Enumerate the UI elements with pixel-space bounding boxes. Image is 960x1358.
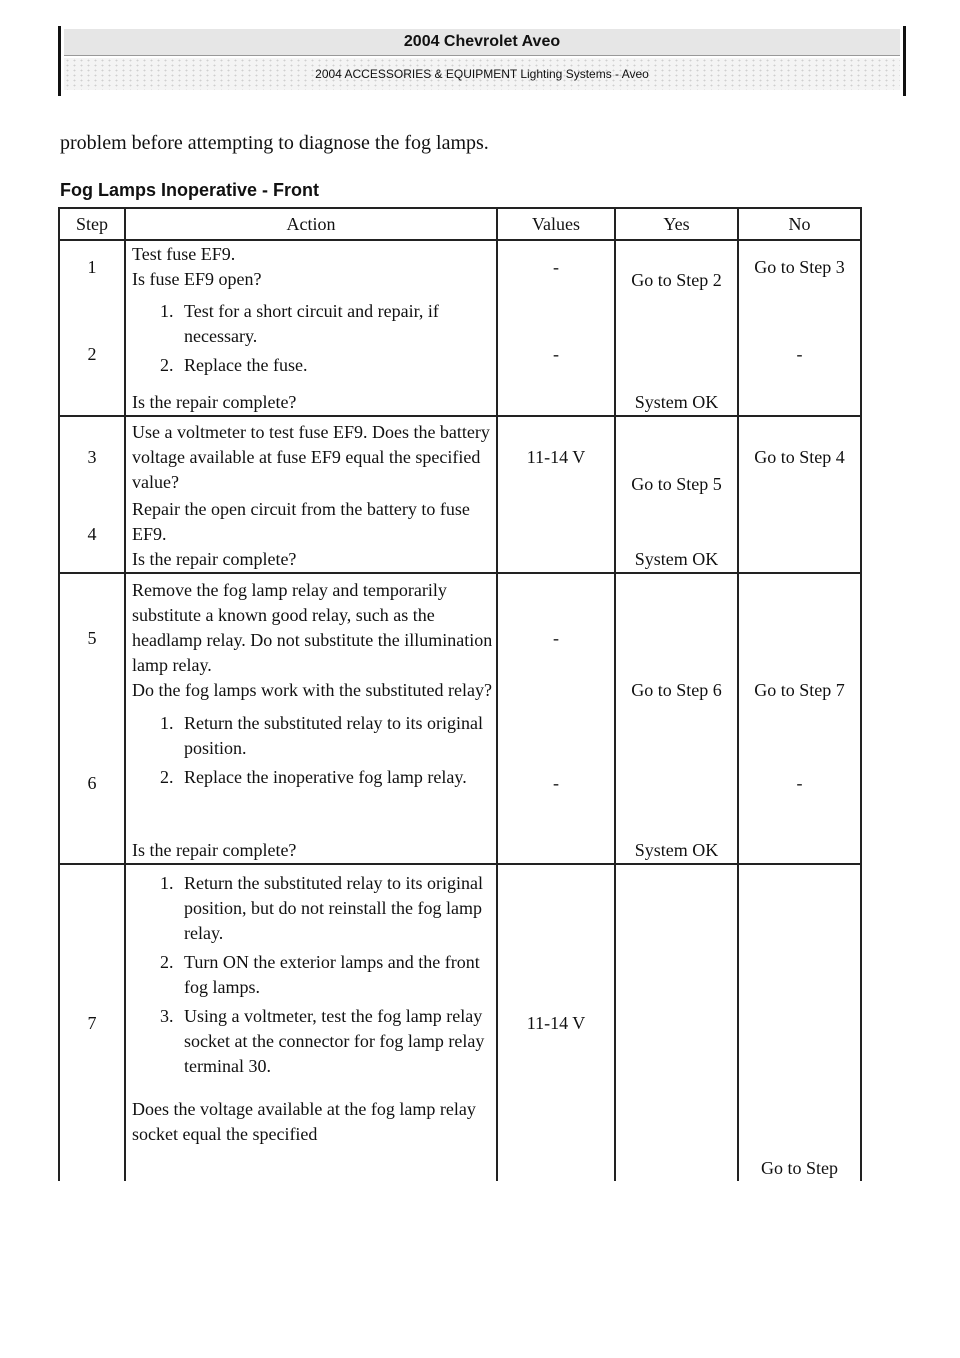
diagnostic-table — [58, 207, 862, 1181]
yes-cell: Go to Step 5 — [615, 416, 738, 497]
table-row — [59, 573, 861, 703]
yes-cell — [615, 864, 738, 1181]
action-step-item: 1. Test for a short circuit and repair, if necessary. — [178, 299, 496, 349]
table-header-row — [59, 208, 861, 240]
col-no-header: No — [738, 208, 861, 240]
action-question: Is the repair complete? — [132, 392, 297, 412]
col-action-header: Action — [125, 208, 497, 240]
action-question: Do the fog lamps work with the substituted relay? — [132, 680, 492, 700]
table-row — [59, 703, 861, 864]
values-cell: 11-14 V — [497, 864, 615, 1181]
no-cell: - — [738, 703, 861, 864]
values-cell — [497, 497, 615, 573]
step-number: 2 — [59, 293, 125, 416]
no-cell: Go to Step 4 — [738, 416, 861, 497]
action-cell: Use a voltmeter to test fuse EF9. Does the battery voltage available at fuse EF9 equal the specified value? — [125, 416, 497, 497]
header-subtitle: 2004 ACCESSORIES & EQUIPMENT Lighting Systems - Aveo — [64, 58, 900, 90]
action-cell — [125, 497, 497, 573]
yes-cell: System OK — [615, 497, 738, 573]
step-number: 3 — [59, 416, 125, 497]
col-yes-header: Yes — [615, 208, 738, 240]
header-title: 2004 Chevrolet Aveo — [64, 29, 900, 56]
action-question: Is the repair complete? — [132, 840, 297, 860]
values-cell: - — [497, 240, 615, 293]
yes-cell: System OK — [615, 293, 738, 416]
no-cell: Go to Step — [738, 864, 861, 1181]
table-row — [59, 416, 861, 497]
action-line: Is fuse EF9 open? — [132, 269, 262, 289]
action-question: Does the voltage available at the fog lamp relay socket equal the specified — [132, 1099, 476, 1144]
col-step-header: Step — [59, 208, 125, 240]
table-row — [59, 497, 861, 573]
intro-text: problem before attempting to diagnose the fog lamps. — [60, 132, 489, 154]
action-cell — [125, 703, 497, 864]
yes-cell: Go to Step 2 — [615, 240, 738, 293]
step-number: 6 — [59, 703, 125, 864]
values-cell: - — [497, 293, 615, 416]
step-number: 5 — [59, 573, 125, 703]
no-cell: Go to Step 3 — [738, 240, 861, 293]
action-cell — [125, 573, 497, 703]
values-cell: - — [497, 573, 615, 703]
no-cell: - — [738, 293, 861, 416]
action-step-item: 2. Replace the inoperative fog lamp relay. — [178, 765, 496, 790]
step-number: 4 — [59, 497, 125, 573]
action-cell — [125, 864, 497, 1181]
yes-cell: Go to Step 6 — [615, 573, 738, 703]
table-title: Fog Lamps Inoperative - Front — [60, 180, 320, 200]
action-step-item: 2. Turn ON the exterior lamps and the front fog lamps. — [178, 950, 496, 1000]
step-number: 1 — [59, 240, 125, 293]
action-step-item: 1. Return the substituted relay to its original position. — [178, 711, 496, 761]
action-cell — [125, 240, 497, 293]
step-number: 7 — [59, 864, 125, 1181]
header-left-rule — [58, 26, 61, 96]
action-text: Repair the open circuit from the battery to fuse EF9. — [132, 499, 470, 544]
values-cell: 11-14 V — [497, 416, 615, 497]
yes-cell: System OK — [615, 703, 738, 864]
col-values-header: Values — [497, 208, 615, 240]
header-right-rule — [903, 26, 906, 96]
action-step-item: 3. Using a voltmeter, test the fog lamp relay socket at the connector for fog lamp relay terminal 30. — [178, 1004, 496, 1079]
action-question: Is the repair complete? — [132, 549, 297, 569]
action-line: Test fuse EF9. — [132, 244, 236, 264]
action-cell — [125, 293, 497, 416]
no-cell — [738, 497, 861, 573]
no-cell: Go to Step 7 — [738, 573, 861, 703]
table-row — [59, 293, 861, 416]
action-step-item: 2. Replace the fuse. — [178, 353, 496, 378]
action-text: Remove the fog lamp relay and temporarily substitute a known good relay, such as the headlamp relay. Do not substitute the illumination lamp relay. — [132, 580, 493, 675]
table-row — [59, 864, 861, 1181]
action-step-item: 1. Return the substituted relay to its original position, but do not reinstall the fog lamp relay. — [178, 871, 496, 946]
values-cell: - — [497, 703, 615, 864]
table-row — [59, 240, 861, 293]
page-header — [58, 26, 906, 96]
